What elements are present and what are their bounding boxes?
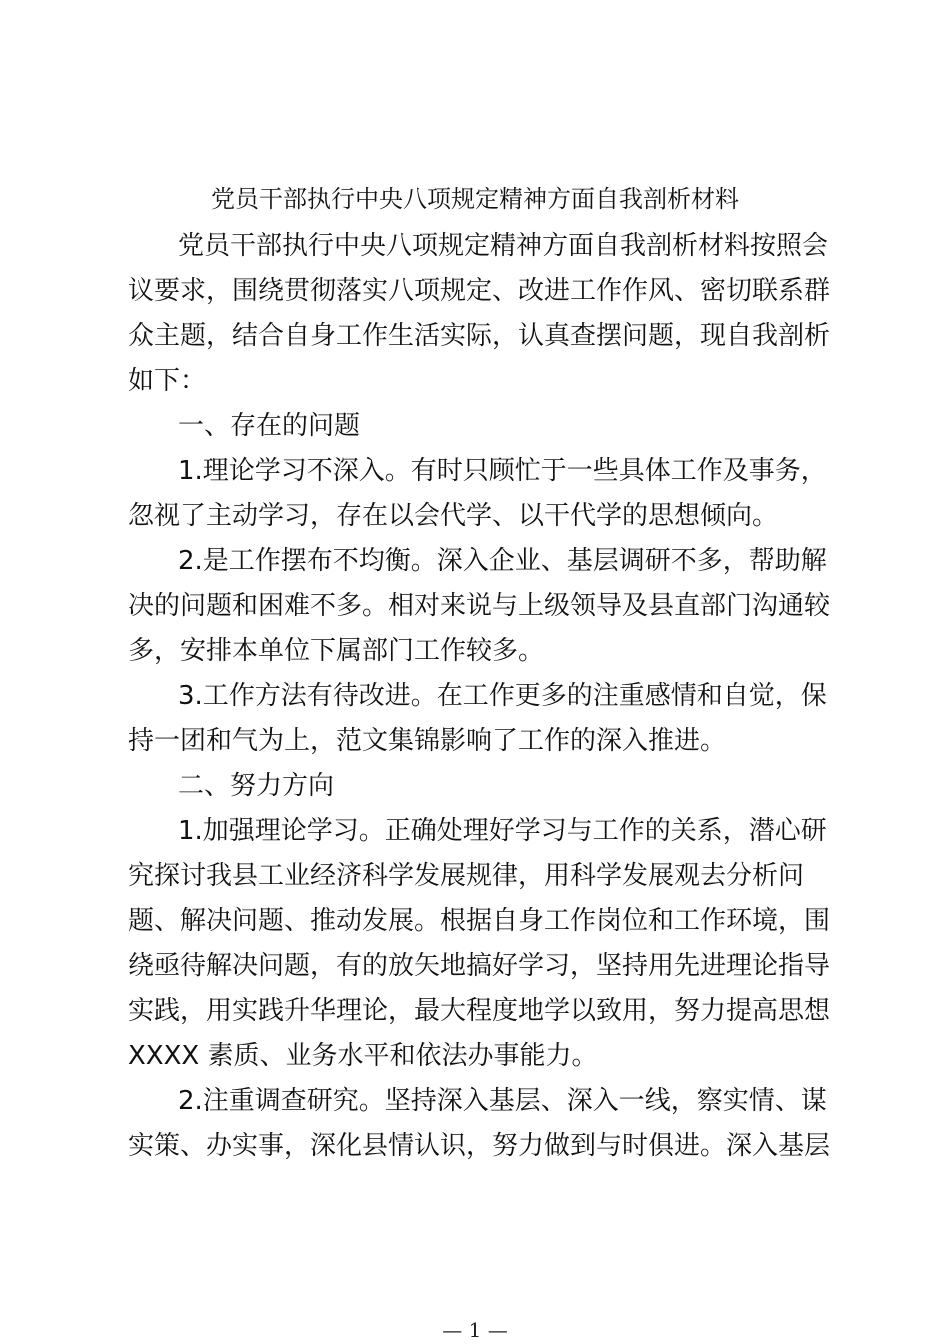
body-line: 3.工作方法有待改进。在工作更多的注重感情和自觉，保 [178, 681, 827, 711]
body-line: 如下： [128, 366, 207, 396]
section-heading: 二、努力方向 [178, 771, 335, 801]
body-line: 议要求，围绕贯彻落实八项规定、改进工作作风、密切联系群 [128, 276, 831, 306]
body-line: 决的问题和困难不多。相对来说与上级领导及县直部门沟通较 [128, 591, 831, 621]
body-line: 众主题，结合自身工作生活实际，认真查摆问题，现自我剖析 [128, 321, 831, 351]
body-line: 忽视了主动学习，存在以会代学、以干代学的思想倾向。 [128, 501, 779, 531]
document-title: 党员干部执行中央八项规定精神方面自我剖析材料 [211, 185, 739, 213]
body-line: 实策、办实事，深化县情认识，努力做到与时俱进。深入基层 [128, 1131, 831, 1161]
section-heading: 一、存在的问题 [178, 411, 361, 441]
body-line: XXXX 素质、业务水平和依法办事能力。 [128, 1041, 598, 1071]
body-line: 2.是工作摆布不均衡。深入企业、基层调研不多，帮助解 [178, 546, 827, 576]
body-line: 绕亟待解决问题，有的放矢地搞好学习，坚持用先进理论指导 [128, 951, 831, 981]
body-line: 实践，用实践升华理论，最大程度地学以致用，努力提高思想 [128, 996, 831, 1026]
body-line: 究探讨我县工业经济科学发展规律，用科学发展观去分析问 [128, 861, 805, 891]
body-line: 1.理论学习不深入。有时只顾忙于一些具体工作及事务， [178, 456, 827, 486]
body-line: 1.加强理论学习。正确处理好学习与工作的关系，潜心研 [178, 816, 827, 846]
page-number: — 1 — [442, 1318, 508, 1342]
body-line: 持一团和气为上，范文集锦影响了工作的深入推进。 [128, 726, 727, 756]
body-line: 党员干部执行中央八项规定精神方面自我剖析材料按照会 [178, 231, 829, 261]
body-line: 题、解决问题、推动发展。根据自身工作岗位和工作环境，围 [128, 906, 831, 936]
body-line: 2.注重调查研究。坚持深入基层、深入一线，察实情、谋 [178, 1086, 827, 1116]
body-line: 多，安排本单位下属部门工作较多。 [128, 636, 545, 666]
